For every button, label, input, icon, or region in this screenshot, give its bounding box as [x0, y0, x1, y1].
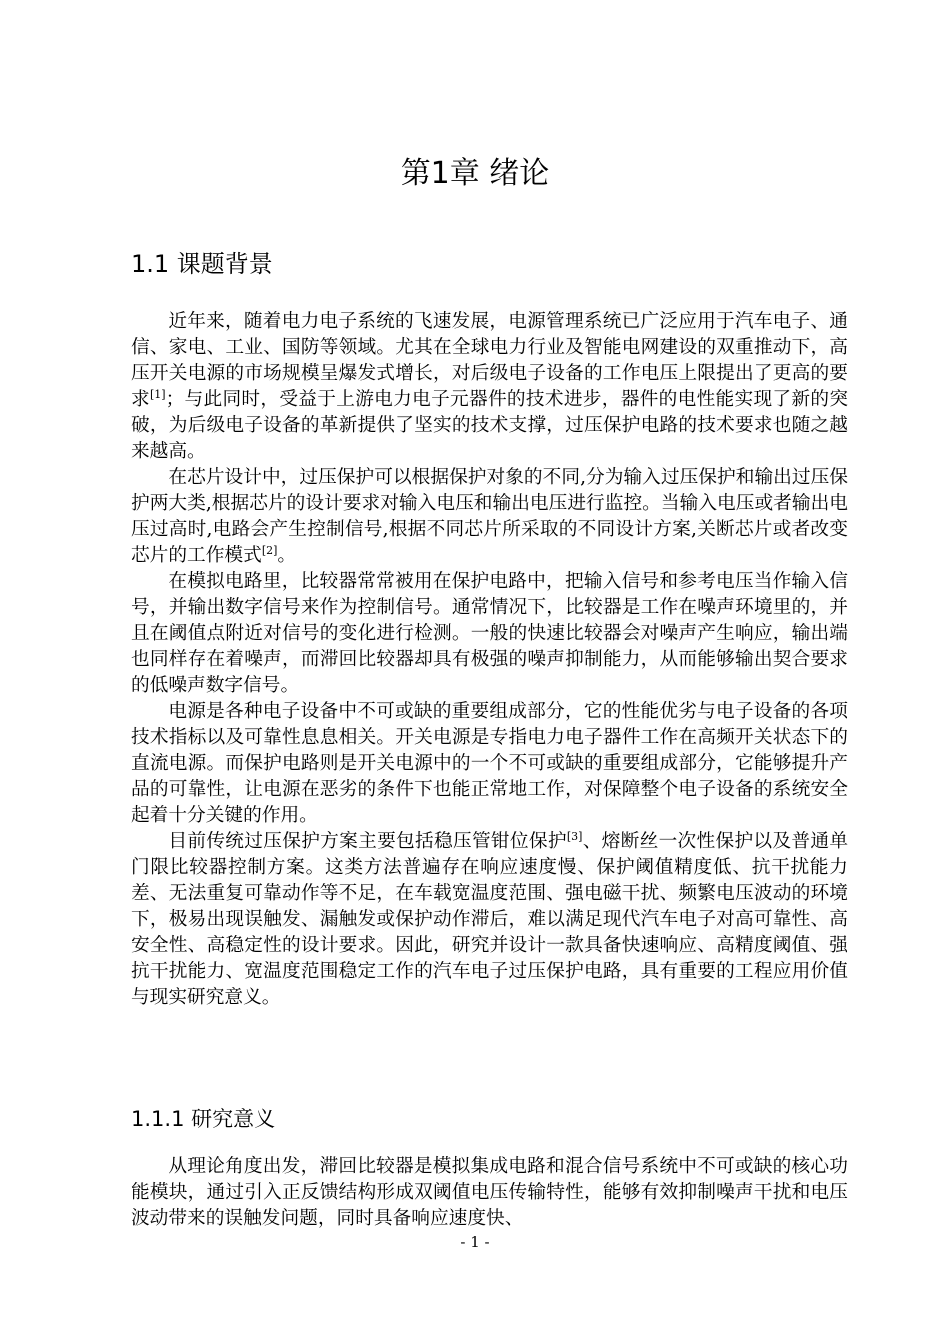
citation-ref: [1] — [149, 387, 166, 401]
paragraph-text: 在模拟电路里，比较器常常被用在保护电路中，把输入信号和参考电压当作输入信号，并输出数字信号来作为控制信号。通常情况下，比较器是工作在噪声环境里的，并且在阈值点附近对信号的变化进行检测。一般的快速比较器会对噪声产生响应，输出端也同样存在着噪声，而滞回比较器却具有极强的噪声抑制能力，从而能够输出契合要求的低噪声数字信号。 — [131, 571, 848, 696]
subsection-body — [131, 1154, 848, 1232]
paragraph-text: 。 — [277, 545, 297, 566]
paragraph-text: 电源是各种电子设备中不可或缺的重要组成部分，它的性能优劣与电子设备的各项技术指标以及可靠性息息相关。开关电源是专指电力电子器件工作在高频开关状态下的直流电源。而保护电路则是开关电源中的一个不可或缺的重要组成部分，它能够提升产品的可靠性，让电源在恶劣的条件下也能正常地工作，对保障整个电子设备的系统安全起着十分关键的作用。 — [131, 701, 848, 826]
paragraph-text: ；与此同时，受益于上游电力电子元器件的技术进步，器件的电性能实现了新的突破，为后级电子设备的革新提供了坚实的技术支撑，过压保护电路的技术要求也随之越来越高。 — [131, 389, 849, 462]
paragraph-text: 从理论角度出发，滞回比较器是模拟集成电路和混合信号系统中不可或缺的核心功能模块，通过引入正反馈结构形成双阈值电压传输特性，能够有效抑制噪声干扰和电压波动带来的误触发问题，同时具备响应速度快、 — [131, 1156, 848, 1229]
chapter-title: 第1章 绪论 — [400, 156, 550, 191]
paragraph — [131, 465, 848, 569]
paragraph — [131, 1154, 848, 1232]
paragraph — [131, 569, 848, 699]
subsection-title: 1.1.1 研究意义 — [131, 1107, 276, 1131]
paragraph-text: 、熔断丝一次性保护以及普通单门限比较器控制方案。这类方法普遍存在响应速度慢、保护阈值精度低、抗干扰能力差、无法重复可靠动作等不足，在车载宽温度范围、强电磁干扰、频繁电压波动的环境下，极易出现误触发、漏触发或保护动作滞后，难以满足现代汽车电子对高可靠性、高安全性、高稳定性的设计要求。因此，研究并设计一款具备快速响应、高精度阈值、强抗干扰能力、宽温度范围稳定工作的汽车电子过压保护电路，具有重要的工程应用价值与现实研究意义。 — [131, 831, 849, 1008]
paragraph-text: 在芯片设计中，过压保护可以根据保护对象的不同,分为输入过压保护和输出过压保护两大类,根据芯片的设计要求对输入电压和输出电压进行监控。当输入电压或者输出电压过高时,电路会产生控制信号,根据不同芯片所采取的不同设计方案,关断芯片或者改变芯片的工作模式 — [131, 467, 848, 566]
paragraph-text: 目前传统过压保护方案主要包括稳压管钳位保护 — [168, 831, 567, 852]
paragraph — [131, 309, 848, 465]
citation-ref: [2] — [261, 543, 278, 557]
page-number: - 1 - — [460, 1233, 490, 1251]
section-title: 1.1 课题背景 — [131, 250, 273, 278]
paragraph-text: 近年来，随着电力电子系统的飞速发展，电源管理系统已广泛应用于汽车电子、通信、家电、工业、国防等领域。尤其在全球电力行业及智能电网建设的双重推动下，高压开关电源的市场规模呈爆发式增长，对后级电子设备的工作电压上限提出了更高的要求 — [131, 311, 848, 410]
paragraph — [131, 699, 848, 829]
paragraph — [131, 829, 848, 1011]
citation-ref: [3] — [566, 829, 583, 843]
section-body — [131, 309, 848, 1011]
